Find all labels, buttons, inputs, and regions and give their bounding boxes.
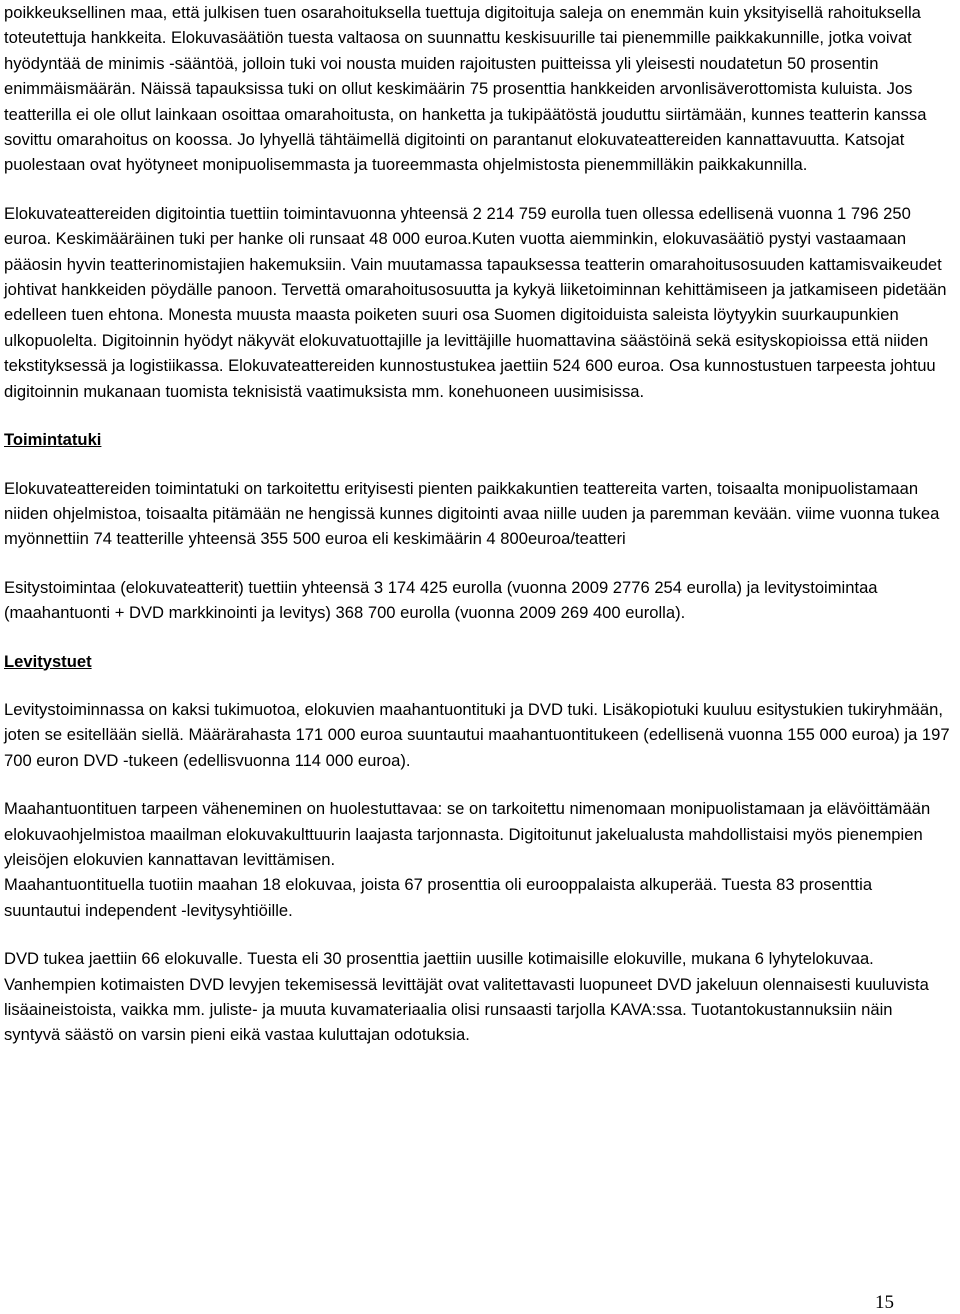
paragraph-import-support-decline: Maahantuontituen tarpeen väheneminen on huolestuttavaa: se on tarkoitettu nimenomaan monipuolistamaan ja elävöittämään elokuvaohjelmistoa maailman elokuvakulttuurin laajasta tarjonnasta. Digitoitunut jakelualusta mahdollistaisi myös pienempien yleisöjen elokuvien kannattavan levittämisen. [4, 799, 931, 869]
paragraph-exhibition-totals: Esitystoimintaa (elokuvateatterit) tuettiin yhteensä 3 174 425 eurolla (vuonna 2009 2776 254 eurolla) ja levitystoimintaa (maahantuonti + DVD markkinointi ja levitys) 368 700 eurolla (vuonna 2009 269 400 eurolla). [4, 577, 878, 623]
paragraph-dvd-support: DVD tukea jaettiin 66 elokuvalle. Tuesta eli 30 prosenttia jaettiin uusille kotimaisille elokuville, mukana 6 lyhytelokuvaa. Vanhempien kotimaisten DVD levyjen tekemisessä levittäjät ovat valitettavasti luopuneet DVD jakeluun olennaisesti kuuluvista lisäaineistoista, vaikka mm. juliste- ja muuta kuvamateriaalia olisi runsaasti tarjolla KAVA:ssa. Tuotantokustannuksiin näin syntyvä säästö on varsin pieni eikä vastaa kuluttajan odotuksia. [4, 949, 929, 1045]
heading-levitystuet: Levitystuet [4, 651, 92, 671]
paragraph-distribution-forms: Levitystoiminnassa on kaksi tukimuotoa, elokuvien maahantuontituki ja DVD tuki. Lisäkopiotuki kuuluu esitystukien tukiryhmään, joten se esitellään siellä. Määrärahasta 171 000 euroa suuntautui maahantuontitukeen (edellisenä vuonna 155 000 euroa) ja 197 700 euron DVD -tukeen (edellisvuonna 114 000 euroa). [4, 699, 950, 770]
page-number: 15 [875, 1292, 894, 1313]
paragraph-import-support-films: Maahantuontituella tuotiin maahan 18 elokuvaa, joista 67 prosenttia oli eurooppalaista alkuperää. Tuesta 83 prosenttia suuntautui independent -levitysyhtiöille. [4, 875, 873, 920]
document-page [4, 0, 952, 1048]
paragraph-operating-support: Elokuvateattereiden toimintatuki on tarkoitettu erityisesti pienten paikkakuntien teattereita varten, toisaalta monipuolistamaan niiden ohjelmistoa, toisaalta pitämään ne hengissä kunnes digitointi avaa niille uuden ja paremman kevään. viime vuonna tukea myönnettiin 74 teatterille yhteensä 355 500 euroa eli keskimäärin 4 800euroa/teatteri [4, 478, 940, 549]
paragraph-digitization-support: poikkeuksellinen maa, että julkisen tuen osarahoituksella tuettuja digitoituja saleja on enemmän kuin yksityisellä rahoituksella toteutettuja hankkeita. Elokuvasäätiön tuesta valtaosa on suunnattu keskisuurille tai pienemmille paikkakunnille, jotka voivat hyödyntää de minimis -sääntöä, jolloin tuki voi nousta muiden rajoitusten puitteissa yli yleisesti noudatetun 50 prosentin enimmäismäärän. Näissä tapauksissa tuki on ollut keskimäärin 75 prosenttia hankkeiden arvonlisäverottomista kuluista. Jos teatterilla ei ole ollut lainkaan osoittaa omarahoitusta, on hanketta ja tukipäätöstä jouduttu siirtämään, kunnes teatterin kanssa sovittu omarahoitus on koossa. Jo lyhyellä tähtäimellä digitointi on parantanut elokuvateattereiden kannattavuutta. Katsojat puolestaan ovat hyötyneet monipuolisemmasta ja tuoreemmasta ohjelmistosta pienemmilläkin paikkakunnilla. [4, 3, 927, 175]
heading-toimintatuki: Toimintatuki [4, 430, 102, 450]
paragraph-digitization-amounts: Elokuvateattereiden digitointia tuettiin toimintavuonna yhteensä 2 214 759 eurolla tuen ollessa edellisenä vuonna 1 796 250 euroa. Keskimääräinen tuki per hanke oli runsaat 48 000 euroa.Kuten vuotta aiemminkin, elokuvasäätiö pystyi vastaamaan pääosin hyvin teatterinomistajien hakemuksiin. Vain muutamassa tapauksessa teatterin omarahoitusosuuden kattamisvaikeudet johtivat hankkeiden pöydälle panoon. Tervettä omarahoitusosuutta ja kykyä liiketoiminnan kehittämiseen ja jatkamiseen pidetään edelleen tuen ehtona. Monesta muusta maasta poiketen suuri osa Suomen digitoiduista saleista löytyykin suurkaupunkien ulkopuolelta. Digitoinnin hyödyt näkyvät elokuvatuottajille ja levittäjille huomattavina säästöinä sekä esityskopioissa että niiden tekstityksessä ja logistiikassa. Elokuvateattereiden kunnostustukea jaettiin 524 600 euroa. Osa kunnostustuen tarpeesta johtuu digitoinnin mukanaan tuomista teknisistä vaatimuksista mm. konehuoneen uusimisissa. [4, 203, 947, 401]
